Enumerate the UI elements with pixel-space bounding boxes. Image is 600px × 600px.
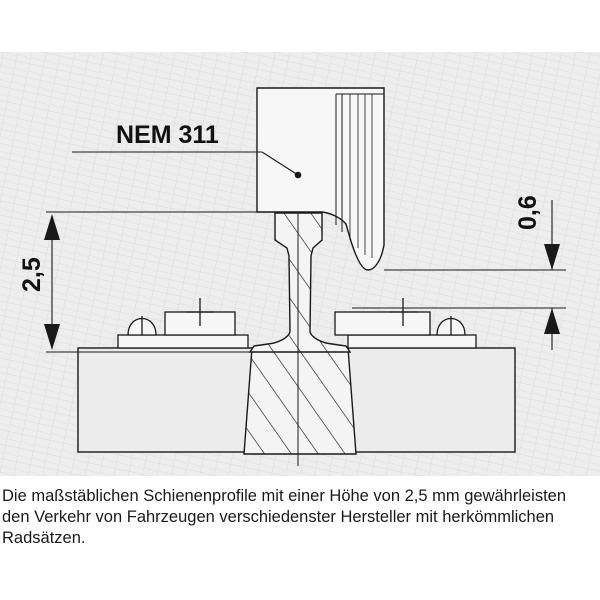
- rail-foot-insert: [244, 348, 356, 454]
- caption: Die maßstäblichen Schienenprofile mit einer Höhe von 2,5 mm gewährleisten den Verkehr von Fahrzeugen verschiedenster Hersteller mit herkömmlichen Radsätzen.: [2, 487, 567, 547]
- flange-value: 0,6: [514, 195, 542, 230]
- height-value: 2,5: [18, 257, 46, 292]
- reference-point: [295, 172, 302, 179]
- standard-label: NEM 311: [116, 121, 219, 149]
